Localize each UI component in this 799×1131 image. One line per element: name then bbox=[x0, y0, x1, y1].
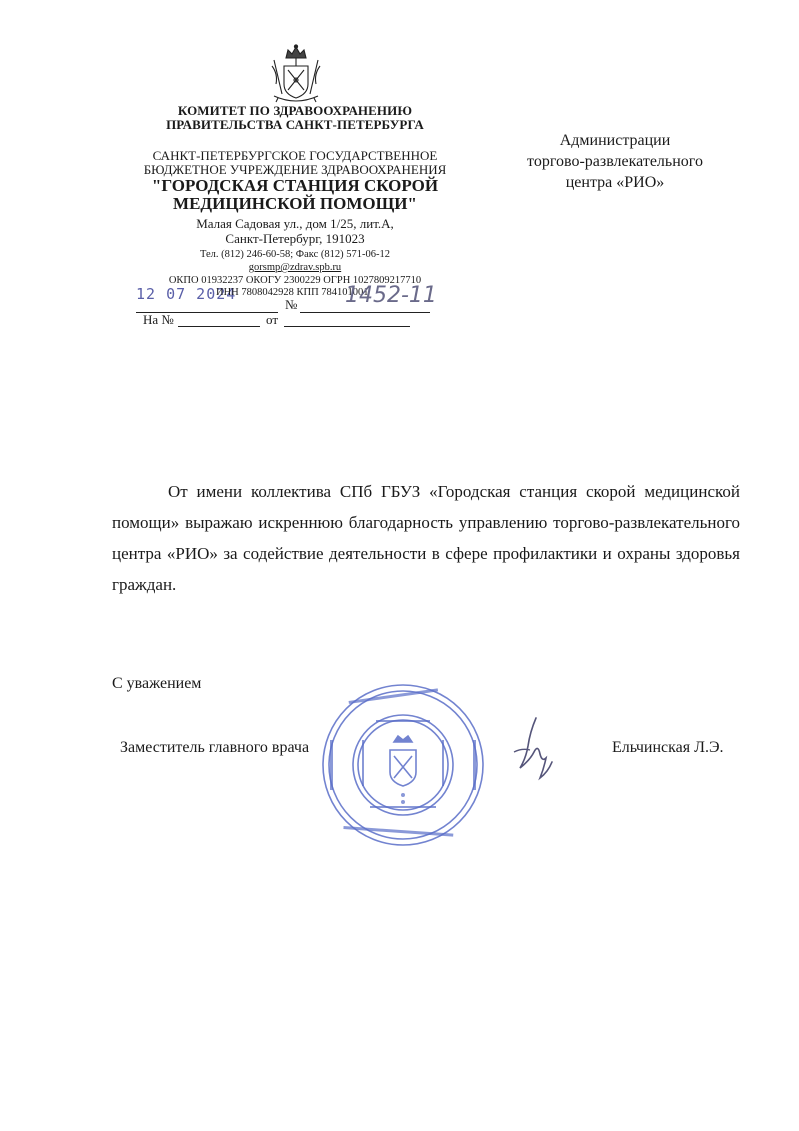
committee-line-1: КОМИТЕТ ПО ЗДРАВООХРАНЕНИЮ bbox=[177, 103, 413, 118]
number-underline bbox=[300, 312, 430, 313]
reply-number-label: На № bbox=[143, 312, 174, 327]
letter-body: От имени коллектива СПб ГБУЗ «Городская станция скорой медицинской помощи» выражаю искреннюю благодарность управлению торгово-развлекательного центра «РИО» за содействие деятельности в сфере профилактики и охраны здоровья граждан. bbox=[112, 482, 740, 594]
reply-date-underline bbox=[284, 326, 410, 327]
registration-codes: ОКПО 01932237 ОКОГУ 2300229 ОГРН 1027809217710 bbox=[168, 275, 422, 286]
contact-email[interactable]: gorsmp@zdrav.spb.ru bbox=[248, 262, 342, 273]
institution-line-2: БЮДЖЕТНОЕ УЧРЕЖДЕНИЕ ЗДРАВООХРАНЕНИЯ bbox=[143, 162, 447, 177]
handwritten-number: 1452-11 bbox=[345, 283, 437, 308]
addressee-line-1: Администрации bbox=[559, 132, 671, 149]
signatory-position: Заместитель главного врача bbox=[120, 739, 310, 756]
institution-name bbox=[120, 177, 470, 213]
addressee-line-3: центра «РИО» bbox=[565, 174, 665, 191]
institution-name-line-2: МЕДИЦИНСКОЙ ПОМОЩИ" bbox=[173, 194, 417, 213]
committee-title bbox=[140, 104, 450, 132]
institution-line-1: САНКТ-ПЕТЕРБУРГСКОЕ ГОСУДАРСТВЕННОЕ bbox=[152, 148, 438, 163]
closing-phrase: С уважением bbox=[112, 675, 202, 692]
institution-address bbox=[120, 216, 470, 246]
reply-date-label: от bbox=[266, 312, 279, 327]
contact-phone: Тел. (812) 246-60-58; Факс (812) 571-06-12 bbox=[199, 249, 390, 260]
round-seal-icon bbox=[318, 680, 488, 850]
signatory-name: Ельчинская Л.Э. bbox=[612, 739, 724, 756]
stamped-date: 12 07 2024 bbox=[136, 285, 237, 303]
coat-of-arms-icon bbox=[268, 44, 324, 104]
address-line-2: Санкт-Петербург, 191023 bbox=[225, 231, 365, 246]
institution-name-line-1: "ГОРОДСКАЯ СТАНЦИЯ СКОРОЙ bbox=[151, 176, 439, 195]
addressee-block bbox=[500, 130, 730, 193]
addressee-line-2: торгово-развлекательного bbox=[527, 153, 703, 170]
tax-codes: ИНН 7808042928 КПП 784101001 bbox=[216, 287, 369, 298]
institution-type bbox=[120, 149, 470, 177]
address-line-1: Малая Садовая ул., дом 1/25, лит.А, bbox=[196, 216, 394, 231]
handwritten-signature-icon bbox=[500, 712, 570, 782]
reply-number-underline bbox=[178, 326, 260, 327]
number-label: № bbox=[285, 297, 298, 312]
committee-line-2: ПРАВИТЕЛЬСТВА САНКТ-ПЕТЕРБУРГА bbox=[166, 117, 424, 132]
